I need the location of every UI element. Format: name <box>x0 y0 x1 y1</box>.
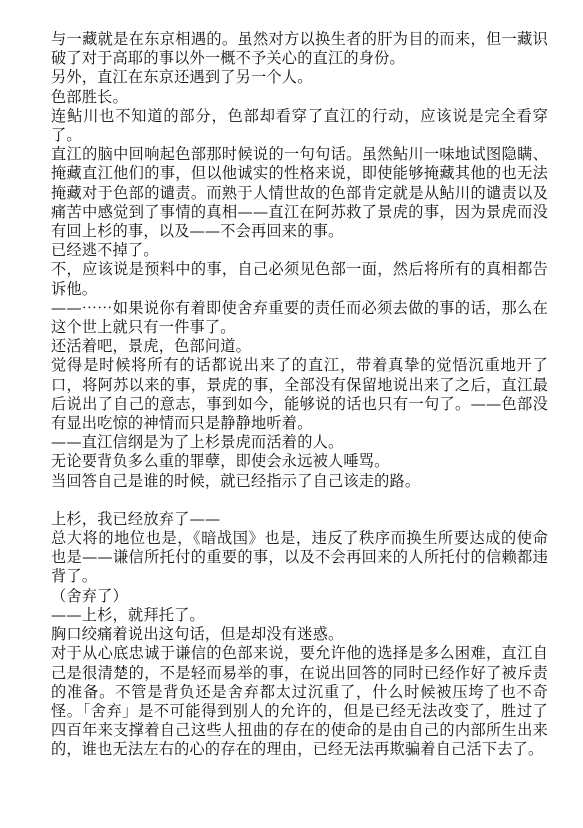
paragraph: ——⋯⋯如果说你有着即使舍弃重要的责任而必须去做的事的话，那么在这个世上就只有一件事了。 <box>51 298 548 337</box>
paragraph: 当回答自己是谁的时候，就已经指示了自己该走的路。 <box>51 471 421 490</box>
paragraph: ——上杉，就拜托了。 <box>51 605 205 624</box>
paragraph: 色部胜长。 <box>51 87 128 106</box>
paragraph: 上杉，我已经放弃了—— <box>51 509 221 528</box>
paragraph: 对于从心底忠诚于谦信的色部来说，要允许他的选择是多么困难，直江自己是很清楚的，不是轻而易举的事，在说出回答的同时已经作好了被斥责的准备。不管是背负还是舍弃都太过沉重了，什么时候被压垮了也不奇怪。「舍弃」是不可能得到别人的允许的，但是已经无法改变了，胜过了四百年来支撑着自己这些人扭曲的存在的使命的是由自己的内部所生出来的，谁也无法左右的心的存在的理由，已经无法再欺骗着自己活下去了。 <box>51 644 548 759</box>
paragraph: 另外，直江在东京还遇到了另一个人。 <box>51 68 313 87</box>
paragraph: 直江的脑中回响起色部那时候说的一句句话。虽然鲇川一味地试图隐瞒、掩藏直江他们的事，但以他诚实的性格来说，即使能够掩藏其他的也无法掩藏对于色部的谴责。而熟于人情世故的色部肯定就是从鲇川的谴责以及痛苦中感觉到了事情的真相——直江在阿苏救了景虎的事，因为景虎而没有回上杉的事，以及——不会再回来的事。 <box>51 145 548 241</box>
paragraph: 总大将的地位也是，《暗战国》也是，违反了秩序而换生所要达成的使命也是——谦信所托付的重要的事，以及不会再回来的人所托付的信赖都违背了。 <box>51 529 548 586</box>
paragraph: 已经逃不掉了。 <box>51 241 159 260</box>
section-gap <box>51 491 548 510</box>
paragraph: 觉得是时候将所有的话都说出来了的直江，带着真挚的觉悟沉重地开了口，将阿苏以来的事，景虎的事，全部没有保留地说出来了之后，直江最后说出了自己的意志，事到如今，能够说的话也只有一句了。——色部没有显出吃惊的神情而只是静静地听着。 <box>51 356 548 433</box>
paragraph: 不，应该说是预料中的事，自己必须见色部一面，然后将所有的真相都告诉他。 <box>51 260 548 298</box>
paragraph: （舍弃了） <box>51 586 128 605</box>
paragraph: 与一藏就是在东京相遇的。虽然对方以换生者的肝为目的而来，但一藏识破了对于高耶的事以外一概不予关心的直江的身份。 <box>51 30 548 68</box>
paragraph: 胸口绞痛着说出这句话，但是却没有迷惑。 <box>51 625 344 644</box>
paragraph: 无论要背负多么重的罪孽，即使会永远被人唾骂。 <box>51 452 390 471</box>
paragraph: 连鲇川也不知道的部分，色部却看穿了直江的行动，应该说是完全看穿了。 <box>51 106 548 145</box>
novel-text-body <box>51 30 548 760</box>
paragraph: ——直江信纲是为了上杉景虎而活着的人。 <box>51 433 344 452</box>
paragraph: 还活着吧，景虎，色部问道。 <box>51 337 252 356</box>
